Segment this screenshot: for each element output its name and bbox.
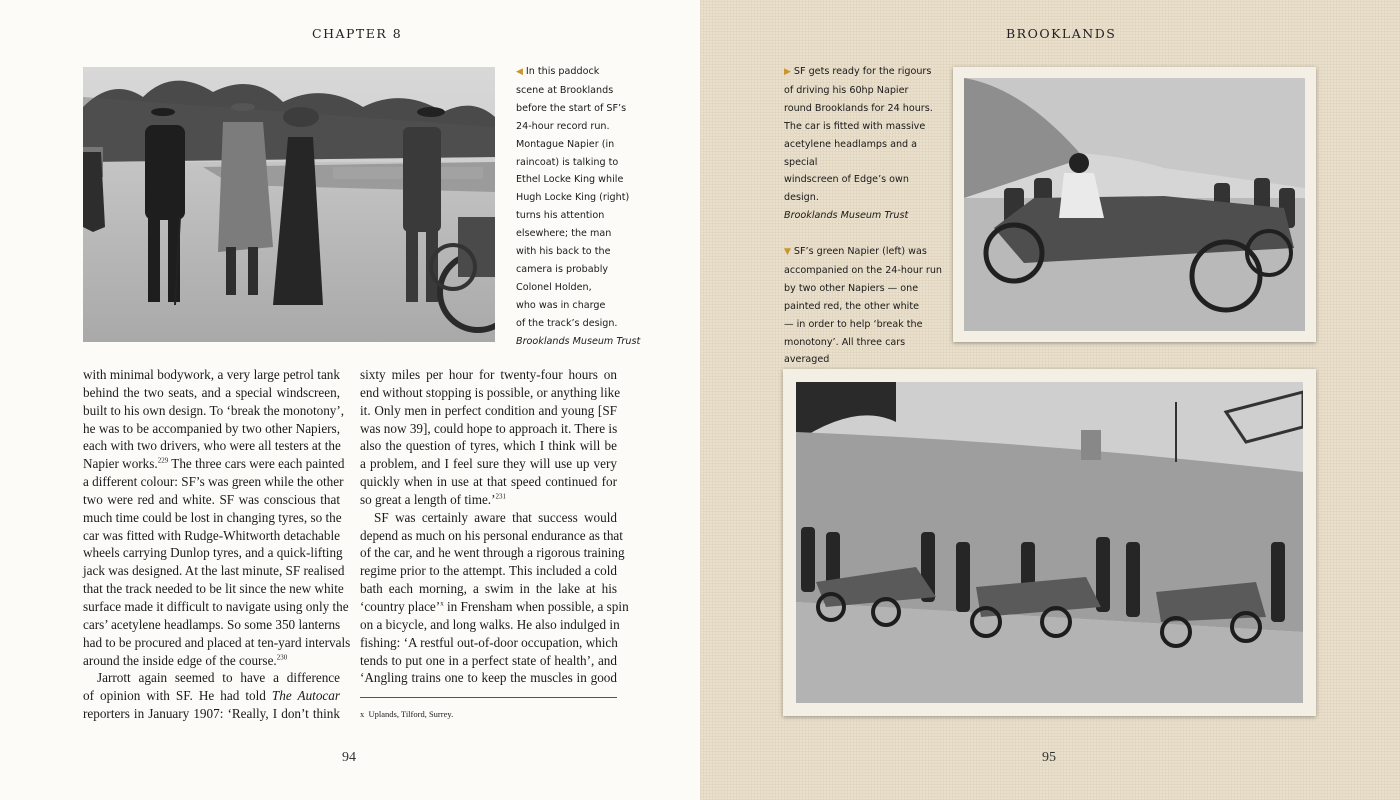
caption-line: 24-hour record run. [516, 120, 610, 132]
driver-caption [784, 63, 944, 405]
text-line: ‘country place’$^x$ in Frensham when possible, a spin [360, 598, 629, 614]
text-line: a different colour: SF’s was green while the other [83, 474, 344, 490]
text-line: fishing: ‘A restful out-of-door occupation, which [360, 634, 618, 650]
caption-line: who was in charge [516, 299, 606, 311]
caption-line: Colonel Holden, [516, 281, 592, 293]
text-line: had to be procured and placed at ten-yard intervals [83, 634, 351, 650]
arrow-right-icon: ▶ [784, 67, 791, 77]
body-column-1 [83, 366, 351, 723]
photo-credit: Brooklands Museum Trust [516, 335, 641, 347]
text-line: with minimal bodywork, a very large petrol tank [83, 367, 340, 382]
body-column-2 [360, 366, 629, 687]
arrow-down-icon: ▼ [784, 247, 791, 258]
caption-line: round Brooklands for 24 hours. [784, 102, 933, 114]
photo-credit: Brooklands Museum Trust [784, 210, 909, 222]
text-line: surface made it difficult to navigate using only the [83, 598, 349, 614]
caption-line: turns his attention [516, 210, 605, 222]
text-line: each with two drivers, who were all testers at the [83, 438, 341, 454]
footnote [360, 709, 453, 719]
footnote-text: Uplands, Tilford, Surrey. [368, 709, 454, 719]
text-line: Napier works.$^{229}$ The three cars were each painted [83, 456, 345, 472]
caption-line: windscreen of Edge’s own design. [784, 174, 909, 204]
text-line: tends to put one in a perfect state of health’, and [360, 652, 617, 668]
text-line: that the track needed to be lit since the new white [83, 581, 344, 597]
running-head-left: CHAPTER 8 [312, 26, 403, 41]
text-line: end without stopping is possible, or anything like [360, 384, 621, 400]
text-line: cars’ acetylene headlamps. So some 350 lanterns [83, 616, 341, 632]
caption-line: before the start of SF’s [516, 102, 627, 114]
caption-line: — in order to help ‘break the [784, 318, 923, 330]
text-line: wheels carrying Dunlop tyres, and a quick-lifting [83, 545, 343, 561]
text-line: bath each morning, a swim in the lake at his [360, 581, 617, 597]
text-line: sixty miles per hour for twenty-four hours on [360, 367, 617, 382]
text-line: car was fitted with Rudge-Whitworth detachable [83, 527, 340, 543]
caption-line: painted red, the other white [784, 300, 920, 312]
caption-line: acetylene headlamps and a special [784, 138, 918, 168]
text-line: it. Only men in perfect condition and young [SF [360, 402, 617, 418]
text-line: much time could be lost in changing tyres, so the [83, 509, 342, 525]
text-line: behind the two seats, and a special windscreen, [83, 384, 340, 400]
caption-line: of driving his 60hp Napier [784, 84, 909, 96]
paddock-caption [516, 63, 646, 351]
text-line: a problem, and I feel sure they will use up very [360, 456, 617, 472]
text-line: also the question of tyres, which I think will be [360, 438, 617, 454]
napier-photo [964, 78, 1305, 331]
caption-line: Montague Napier (in [516, 138, 615, 150]
arrow-left-icon: ◀ [516, 67, 523, 77]
page-number-left: 94 [342, 750, 356, 765]
endnote-ref: 231 [495, 492, 506, 501]
text-line: depend as much on his personal endurance as that [360, 527, 623, 543]
three-napiers-photo [796, 382, 1303, 703]
text-line: two were red and white. SF was conscious that [83, 491, 340, 507]
endnote-ref: 230 [276, 653, 288, 662]
caption-line: with his back to the [516, 246, 611, 258]
caption-line: ▶ SF gets ready for the rigours [784, 66, 932, 77]
text-line: so great a length of time.’$^{231}$ [360, 491, 506, 507]
napier-photo-frame [953, 67, 1316, 342]
footnote-rule [360, 697, 617, 698]
caption-line: of the track’s design. [516, 317, 618, 329]
text-line: of opinion with SF. He had told The Autocar [83, 688, 340, 704]
caption-gap [784, 225, 944, 243]
text-line: regime prior to the attempt. This included a cold [360, 563, 617, 579]
caption-line: Hugh Locke King (right) [516, 192, 630, 204]
caption-line: The car is fitted with massive [784, 120, 926, 132]
publication-title: The Autocar [271, 688, 340, 704]
caption-line: Ethel Locke King while [516, 174, 624, 186]
caption-line: by two other Napiers — one [784, 282, 919, 294]
caption-line: elsewhere; the man [516, 228, 612, 240]
text-line: Jarrott again seemed to have a difference [97, 670, 340, 686]
text-line: SF was certainly aware that success would [374, 509, 617, 525]
text-line: quickly when in use at that speed continued for [360, 474, 617, 490]
right-page [700, 0, 1400, 800]
endnote-ref: 229 [157, 456, 169, 465]
text-line: reporters in January 1907: ‘Really, I don’t think [83, 706, 340, 722]
caption-line: scene at Brooklands [516, 84, 614, 96]
footnote-marker: x [360, 709, 365, 719]
caption-line: monotony’. All three cars averaged [784, 336, 906, 366]
caption-line: ◀ In this paddock [516, 66, 600, 77]
running-head-right: BROOKLANDS [1006, 26, 1117, 41]
text-line: jack was designed. At the last minute, SF realised [83, 563, 345, 579]
caption-line: accompanied on the 24-hour run [784, 264, 942, 276]
footnote-ref: x [440, 599, 444, 608]
text-line: ‘Angling trains one to keep the muscles in good [360, 670, 617, 686]
text-line: around the inside edge of the course.$^{230}$ [83, 652, 288, 668]
text-line: of the car, and he went through a rigorous training [360, 545, 625, 561]
three-napiers-photo-frame [783, 369, 1316, 716]
text-line: he was to be accompanied by two other Napiers, [83, 420, 340, 436]
paddock-photo [83, 67, 495, 342]
text-line: on a bicycle, and long walks. He also indulged in [360, 616, 620, 632]
caption-line: ▼ SF’s green Napier (left) was [784, 246, 927, 258]
text-line: built to his own design. To ‘break the monotony’, [83, 402, 345, 418]
caption-line: camera is probably [516, 263, 609, 275]
text-line: was now 39], could hope to approach it. There is [360, 420, 618, 436]
page-number-right: 95 [1042, 750, 1056, 765]
caption-line: raincoat) is talking to [516, 156, 619, 168]
